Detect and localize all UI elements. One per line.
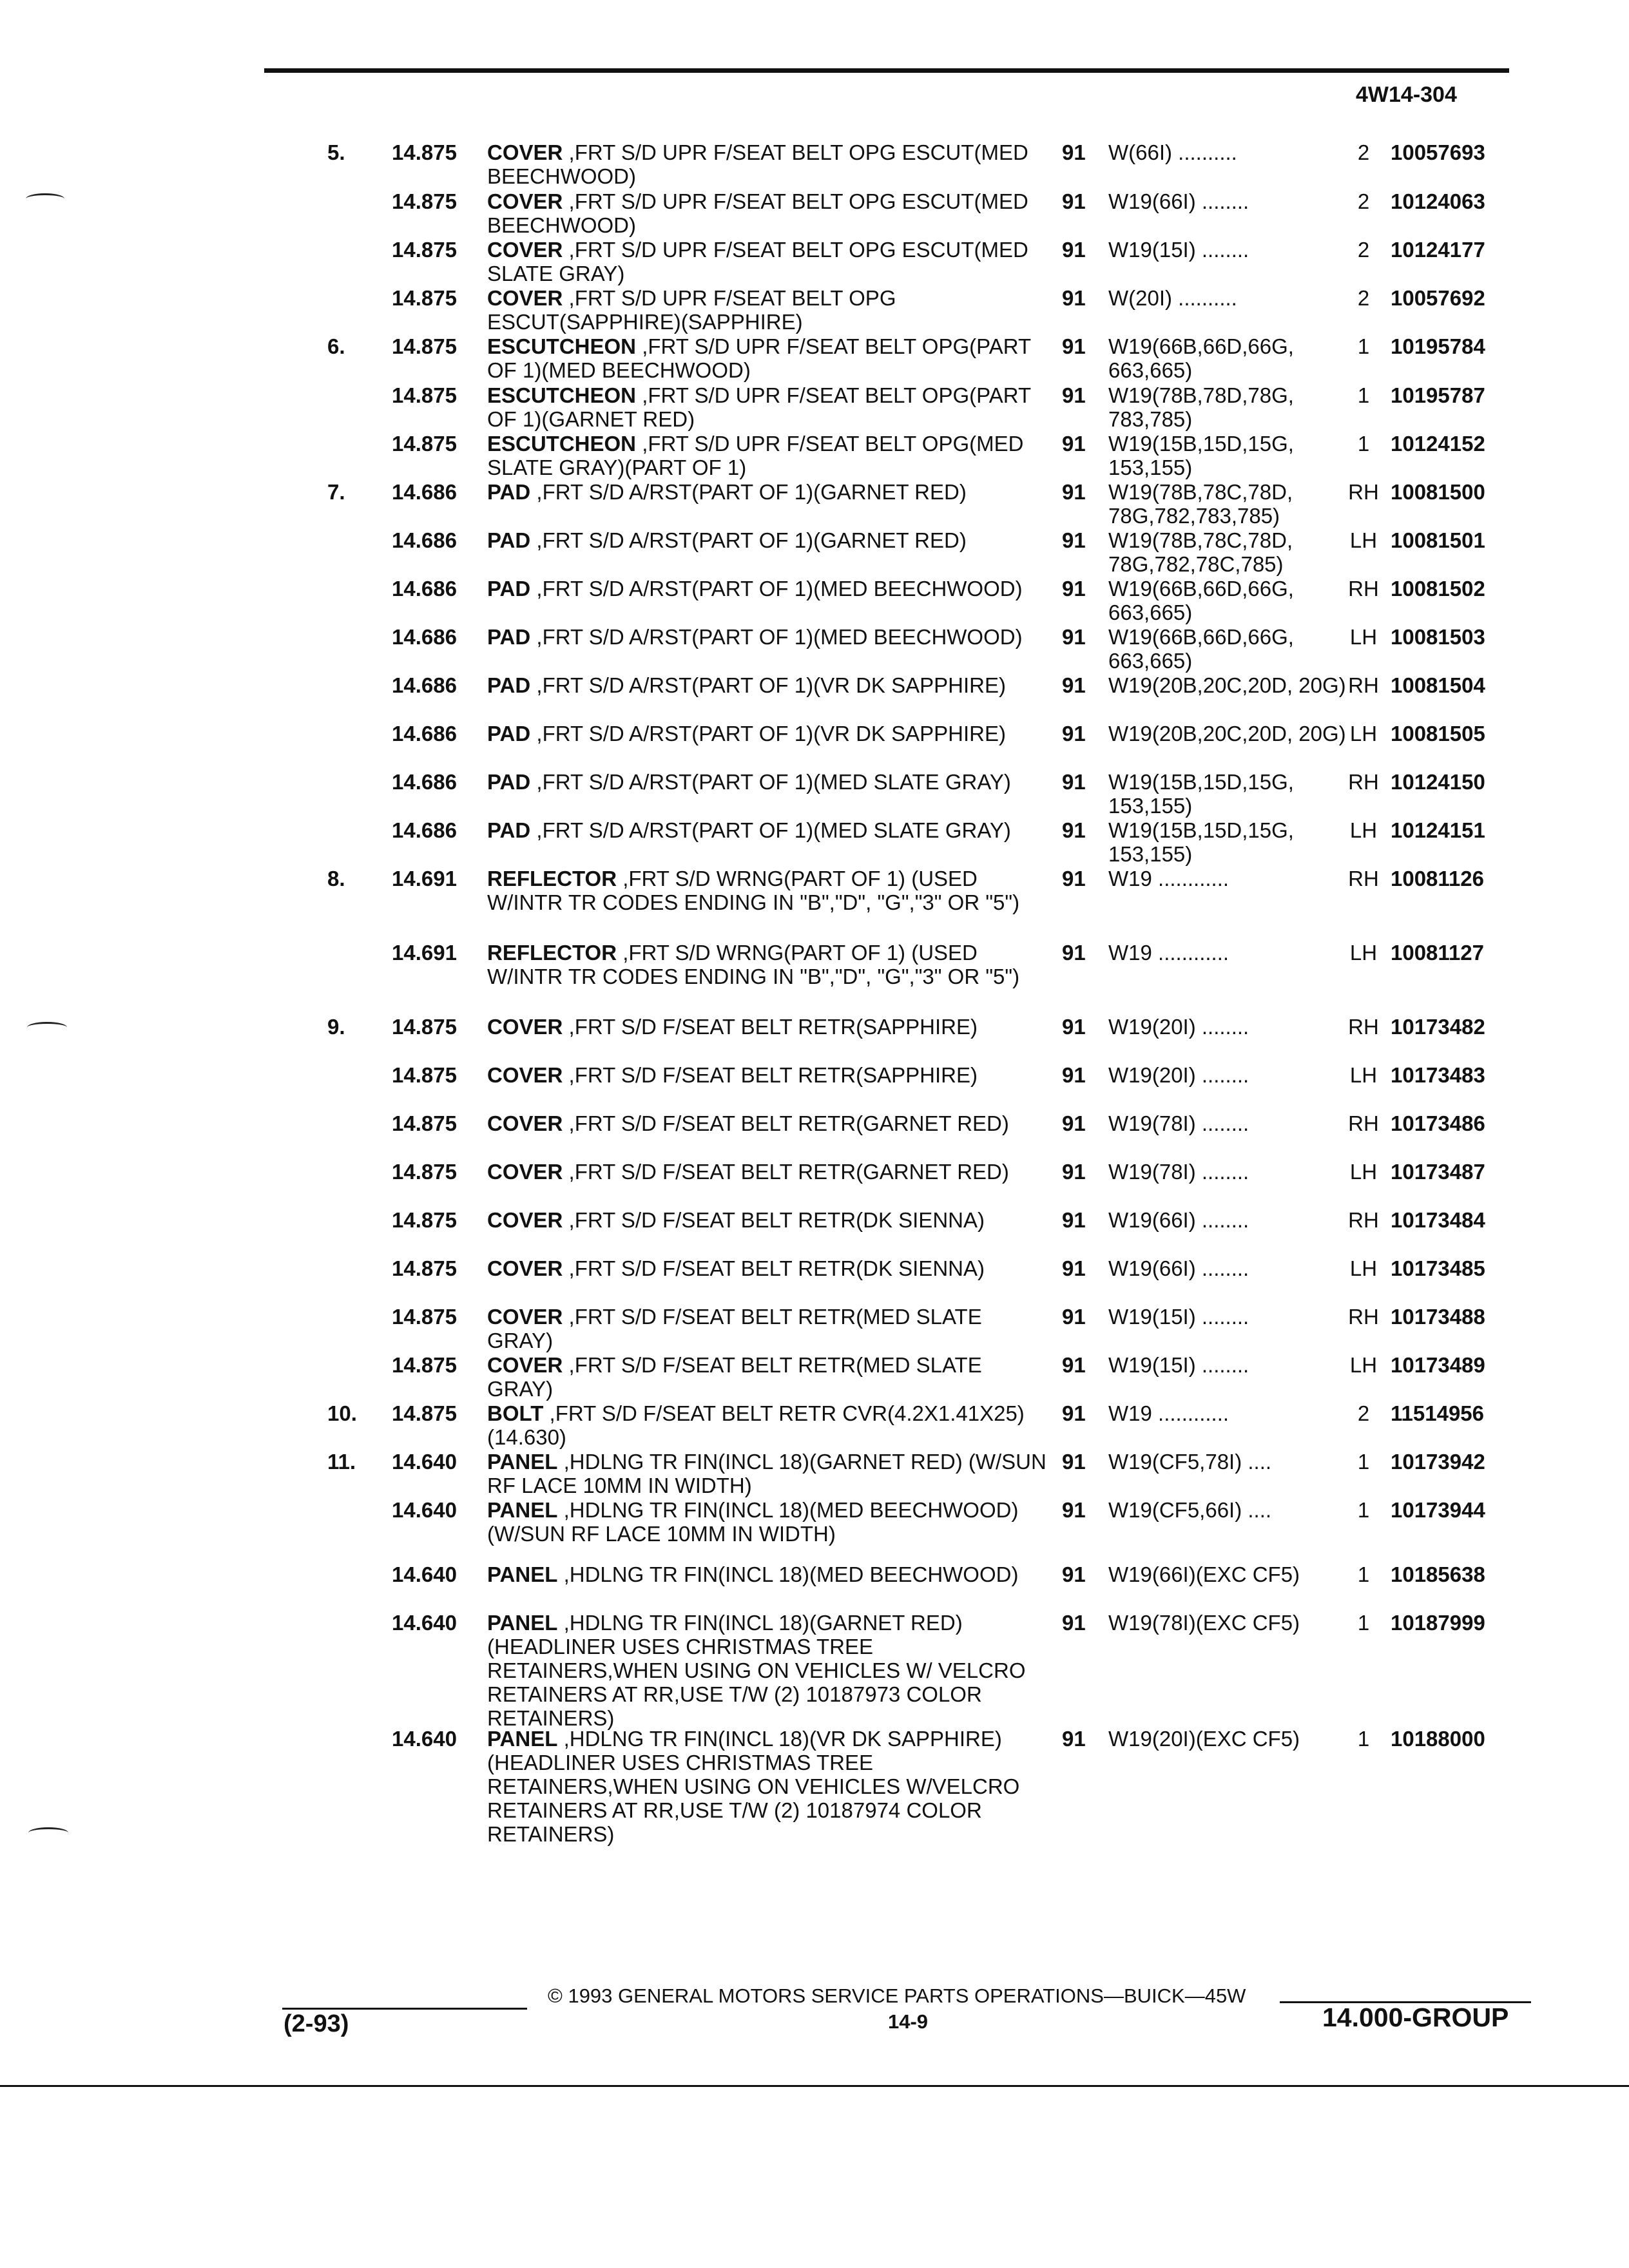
part-description <box>487 1208 1048 1232</box>
model-year: 91 <box>1062 770 1086 794</box>
quantity: 1 <box>1357 1611 1370 1635</box>
model-code: W19(78B,78C,78D, 78G,782,78C,785) <box>1108 528 1293 576</box>
part-number: 10188000 <box>1391 1727 1485 1751</box>
part-number: 10173489 <box>1391 1353 1485 1377</box>
part-number: 10173942 <box>1391 1450 1485 1474</box>
part-name: BOLT <box>487 1401 544 1425</box>
model-code: W19(66B,66D,66G, 663,665) <box>1108 577 1294 624</box>
bottom-rule <box>0 2085 1629 2087</box>
part-name: PANEL <box>487 1562 558 1586</box>
model-year: 91 <box>1062 432 1086 456</box>
quantity: RH <box>1348 770 1379 794</box>
part-number: 10173483 <box>1391 1063 1485 1087</box>
part-number: 10081501 <box>1391 528 1485 552</box>
model-year: 91 <box>1062 1208 1086 1232</box>
model-year: 91 <box>1062 867 1086 890</box>
footer-date: (2-93) <box>284 2010 349 2037</box>
item-number: 10. <box>327 1401 357 1425</box>
model-code: W19(78I) ........ <box>1108 1160 1249 1184</box>
group-number: 14.875 <box>392 1208 457 1232</box>
model-year: 91 <box>1062 1450 1086 1474</box>
part-name: COVER <box>487 1111 563 1135</box>
part-description <box>487 189 1048 237</box>
part-description <box>487 1063 1048 1087</box>
model-year: 91 <box>1062 1160 1086 1184</box>
part-detail: ,FRT S/D WRNG(PART OF 1) (USED W/INTR TR CODES ENDING IN "B","D", "G","3" OR "5") <box>487 941 1020 988</box>
group-number: 14.686 <box>392 625 457 649</box>
group-number: 14.640 <box>392 1611 457 1635</box>
part-description <box>487 528 1048 552</box>
part-name: ESCUTCHEON <box>487 334 637 358</box>
footer-group: 14.000-GROUP <box>1322 2003 1509 2032</box>
part-number: 10081503 <box>1391 625 1485 649</box>
quantity: 1 <box>1357 1450 1370 1474</box>
quantity: LH <box>1349 941 1378 965</box>
item-number: 11. <box>327 1450 356 1474</box>
part-description <box>487 1305 1048 1352</box>
part-description <box>487 1611 1048 1730</box>
item-number: 5. <box>327 140 345 164</box>
part-name: ESCUTCHEON <box>487 432 637 456</box>
part-description <box>487 334 1048 382</box>
model-year: 91 <box>1062 238 1086 262</box>
part-description <box>487 140 1048 188</box>
part-description <box>487 770 1048 794</box>
part-name: COVER <box>487 286 563 310</box>
model-year: 91 <box>1062 1401 1086 1425</box>
part-number: 10081126 <box>1391 867 1485 890</box>
model-code: W19(66B,66D,66G, 663,665) <box>1108 625 1294 673</box>
item-number: 7. <box>327 480 345 504</box>
part-description <box>487 286 1048 334</box>
model-year: 91 <box>1062 577 1086 601</box>
group-number: 14.640 <box>392 1562 457 1586</box>
model-year: 91 <box>1062 480 1086 504</box>
group-number: 14.691 <box>392 867 457 890</box>
part-number: 10187999 <box>1391 1611 1485 1635</box>
part-description <box>487 577 1048 601</box>
part-name: PAD <box>487 577 531 601</box>
part-detail: ,HDLNG TR FIN(INCL 18)(MED BEECHWOOD) <box>563 1562 1019 1586</box>
quantity: 2 <box>1357 140 1370 164</box>
model-year: 91 <box>1062 1562 1086 1586</box>
part-description <box>487 1450 1048 1497</box>
part-name: PANEL <box>487 1498 558 1522</box>
model-year: 91 <box>1062 1256 1086 1280</box>
part-number: 10173487 <box>1391 1160 1485 1184</box>
quantity: 1 <box>1357 383 1370 407</box>
part-name: PAD <box>487 722 531 745</box>
part-detail: ,FRT S/D UPR F/SEAT BELT OPG ESCUT(SAPPHIRE)(SAPPHIRE) <box>487 286 896 334</box>
part-description <box>487 673 1048 697</box>
part-number: 10173482 <box>1391 1015 1485 1039</box>
quantity: RH <box>1348 577 1379 601</box>
part-number: 10124063 <box>1391 189 1485 213</box>
part-detail: ,FRT S/D WRNG(PART OF 1) (USED W/INTR TR CODES ENDING IN "B","D", "G","3" OR "5") <box>487 867 1020 914</box>
quantity: 2 <box>1357 1401 1370 1425</box>
model-year: 91 <box>1062 673 1086 697</box>
group-number: 14.875 <box>392 1160 457 1184</box>
group-number: 14.640 <box>392 1450 457 1474</box>
item-number: 9. <box>327 1015 345 1039</box>
group-number: 14.875 <box>392 334 457 358</box>
model-year: 91 <box>1062 1015 1086 1039</box>
model-year: 91 <box>1062 1498 1086 1522</box>
quantity: RH <box>1348 480 1379 504</box>
model-year: 91 <box>1062 818 1086 842</box>
group-number: 14.686 <box>392 577 457 601</box>
part-detail: ,FRT S/D F/SEAT BELT RETR(MED SLATE GRAY) <box>487 1353 982 1401</box>
part-number: 10124177 <box>1391 238 1485 262</box>
model-code: W19(78B,78C,78D, 78G,782,783,785) <box>1108 480 1293 528</box>
part-number: 10173485 <box>1391 1256 1485 1280</box>
part-detail: ,FRT S/D UPR F/SEAT BELT OPG(PART OF 1)(MED BEECHWOOD) <box>487 334 1031 382</box>
quantity: LH <box>1349 1160 1378 1184</box>
quantity: 1 <box>1357 432 1370 456</box>
model-year: 91 <box>1062 383 1086 407</box>
quantity: RH <box>1348 1305 1379 1329</box>
model-code: W(66I) .......... <box>1108 140 1237 164</box>
quantity: LH <box>1349 1063 1378 1087</box>
group-number: 14.686 <box>392 528 457 552</box>
group-number: 14.875 <box>392 1015 457 1039</box>
part-name: COVER <box>487 1256 563 1280</box>
part-detail: ,FRT S/D F/SEAT BELT RETR(DK SIENNA) <box>568 1256 985 1280</box>
model-code: W19(66I) ........ <box>1108 1208 1249 1232</box>
group-number: 14.875 <box>392 140 457 164</box>
part-description <box>487 383 1048 431</box>
model-year: 91 <box>1062 189 1086 213</box>
group-number: 14.686 <box>392 722 457 745</box>
model-year: 91 <box>1062 1611 1086 1635</box>
part-detail: ,HDLNG TR FIN(INCL 18)(VR DK SAPPHIRE) (HEADLINER USES CHRISTMAS TREE RETAINERS,WHEN USING ON VEHICLES W/VELCRO RETAINERS AT RR,USE T/W (2) 10187974 COLOR RETAINERS) <box>487 1727 1020 1846</box>
group-number: 14.875 <box>392 1353 457 1377</box>
page-number: 14-9 <box>888 2010 929 2033</box>
group-number: 14.875 <box>392 1305 457 1329</box>
quantity: 1 <box>1357 1727 1370 1751</box>
group-number: 14.686 <box>392 673 457 697</box>
item-number: 8. <box>327 867 345 890</box>
part-description <box>487 238 1048 285</box>
model-code: W19(66I) ........ <box>1108 189 1249 213</box>
part-detail: ,FRT S/D F/SEAT BELT RETR CVR(4.2X1.41X25)(14.630) <box>487 1401 1025 1449</box>
quantity: LH <box>1349 1353 1378 1377</box>
part-number: 10057692 <box>1391 286 1485 310</box>
model-code: W19 ............ <box>1108 1401 1229 1425</box>
part-name: REFLECTOR <box>487 941 617 965</box>
model-code: W19(66B,66D,66G, 663,665) <box>1108 334 1294 382</box>
part-number: 10081500 <box>1391 480 1485 504</box>
part-detail: ,FRT S/D F/SEAT BELT RETR(GARNET RED) <box>568 1111 1009 1135</box>
group-number: 14.691 <box>392 941 457 965</box>
part-number: 10173944 <box>1391 1498 1485 1522</box>
part-detail: ,HDLNG TR FIN(INCL 18)(GARNET RED) (HEADLINER USES CHRISTMAS TREE RETAINERS,WHEN USING ON VEHICLES W/ VELCRO RETAINERS AT RR,USE T/W (2) 10187973 COLOR RETAINERS) <box>487 1611 1026 1730</box>
part-name: COVER <box>487 189 563 213</box>
quantity: LH <box>1349 722 1378 745</box>
model-code: W19(15I) ........ <box>1108 1353 1249 1377</box>
part-number: 10124152 <box>1391 432 1485 456</box>
quantity: 2 <box>1357 238 1370 262</box>
part-detail: ,FRT S/D UPR F/SEAT BELT OPG ESCUT(MED BEECHWOOD) <box>487 140 1028 188</box>
group-number: 14.875 <box>392 432 457 456</box>
part-name: PAD <box>487 480 531 504</box>
part-detail: ,FRT S/D F/SEAT BELT RETR(GARNET RED) <box>568 1160 1009 1184</box>
group-number: 14.686 <box>392 480 457 504</box>
quantity: LH <box>1349 1256 1378 1280</box>
model-code: W19(20I)(EXC CF5) <box>1108 1727 1300 1751</box>
quantity: RH <box>1348 673 1379 697</box>
model-code: W19(66I) ........ <box>1108 1256 1249 1280</box>
group-number: 14.875 <box>392 1401 457 1425</box>
model-year: 91 <box>1062 1063 1086 1087</box>
model-year: 91 <box>1062 1305 1086 1329</box>
model-year: 91 <box>1062 334 1086 358</box>
part-detail: ,FRT S/D UPR F/SEAT BELT OPG(MED SLATE GRAY)(PART OF 1) <box>487 432 1024 479</box>
part-detail: ,FRT S/D A/RST(PART OF 1)(MED SLATE GRAY) <box>536 818 1011 842</box>
part-name: PANEL <box>487 1450 558 1474</box>
quantity: RH <box>1348 867 1379 890</box>
part-description <box>487 1160 1048 1184</box>
model-code: W19(20I) ........ <box>1108 1063 1249 1087</box>
part-detail: ,FRT S/D A/RST(PART OF 1)(GARNET RED) <box>536 528 967 552</box>
model-code: W19(78I)(EXC CF5) <box>1108 1611 1300 1635</box>
part-name: COVER <box>487 1208 563 1232</box>
footer-rule <box>282 2008 527 2010</box>
part-name: PAD <box>487 625 531 649</box>
model-code: W19(66I)(EXC CF5) <box>1108 1562 1300 1586</box>
part-detail: ,FRT S/D A/RST(PART OF 1)(MED SLATE GRAY) <box>536 770 1011 794</box>
model-year: 91 <box>1062 1111 1086 1135</box>
part-name: COVER <box>487 238 563 262</box>
part-number: 10185638 <box>1391 1562 1485 1586</box>
part-number: 10173488 <box>1391 1305 1485 1329</box>
part-detail: ,FRT S/D F/SEAT BELT RETR(MED SLATE GRAY) <box>487 1305 982 1352</box>
part-description <box>487 1727 1048 1846</box>
part-number: 10081504 <box>1391 673 1485 697</box>
quantity: 2 <box>1357 189 1370 213</box>
part-description <box>487 625 1048 649</box>
quantity: LH <box>1349 818 1378 842</box>
model-code: W19 ............ <box>1108 941 1229 965</box>
part-number: 10124150 <box>1391 770 1485 794</box>
part-name: PAD <box>487 818 531 842</box>
item-number: 6. <box>327 334 345 358</box>
model-code: W19(78I) ........ <box>1108 1111 1249 1135</box>
model-year: 91 <box>1062 1727 1086 1751</box>
part-description <box>487 867 1048 914</box>
quantity: 1 <box>1357 334 1370 358</box>
part-detail: ,FRT S/D F/SEAT BELT RETR(DK SIENNA) <box>568 1208 985 1232</box>
part-number: 10081505 <box>1391 722 1485 745</box>
part-description <box>487 722 1048 745</box>
part-name: COVER <box>487 1353 563 1377</box>
model-year: 91 <box>1062 941 1086 965</box>
part-description <box>487 1562 1048 1586</box>
part-name: PAD <box>487 770 531 794</box>
model-code: W19 ............ <box>1108 867 1229 890</box>
model-code: W19(CF5,66I) .... <box>1108 1498 1272 1522</box>
quantity: LH <box>1349 625 1378 649</box>
part-number: 10057693 <box>1391 140 1485 164</box>
part-detail: ,FRT S/D F/SEAT BELT RETR(SAPPHIRE) <box>568 1063 978 1087</box>
part-name: COVER <box>487 1015 563 1039</box>
page-reference: 4W14-304 <box>1356 82 1457 107</box>
group-number: 14.875 <box>392 238 457 262</box>
part-name: ESCUTCHEON <box>487 383 637 407</box>
group-number: 14.875 <box>392 1063 457 1087</box>
model-code: W19(20I) ........ <box>1108 1015 1249 1039</box>
part-detail: ,FRT S/D UPR F/SEAT BELT OPG ESCUT(MED SLATE GRAY) <box>487 238 1028 285</box>
part-description <box>487 1015 1048 1039</box>
model-year: 91 <box>1062 286 1086 310</box>
part-description <box>487 480 1048 504</box>
quantity: RH <box>1348 1015 1379 1039</box>
quantity: LH <box>1349 528 1378 552</box>
group-number: 14.875 <box>392 286 457 310</box>
group-number: 14.686 <box>392 818 457 842</box>
part-description <box>487 1498 1048 1546</box>
part-description <box>487 1401 1048 1449</box>
model-code: W(20I) .......... <box>1108 286 1237 310</box>
quantity: 1 <box>1357 1562 1370 1586</box>
part-description <box>487 941 1048 988</box>
part-detail: ,FRT S/D A/RST(PART OF 1)(VR DK SAPPHIRE) <box>536 673 1006 697</box>
part-detail: ,FRT S/D A/RST(PART OF 1)(VR DK SAPPHIRE) <box>536 722 1006 745</box>
model-year: 91 <box>1062 528 1086 552</box>
part-detail: ,HDLNG TR FIN(INCL 18)(GARNET RED) (W/SUN RF LACE 10MM IN WIDTH) <box>487 1450 1046 1497</box>
part-number: 10173484 <box>1391 1208 1485 1232</box>
model-year: 91 <box>1062 722 1086 745</box>
model-code: W19(15B,15D,15G, 153,155) <box>1108 432 1294 479</box>
part-name: COVER <box>487 1305 563 1329</box>
model-year: 91 <box>1062 140 1086 164</box>
part-description <box>487 818 1048 842</box>
group-number: 14.640 <box>392 1498 457 1522</box>
quantity: RH <box>1348 1111 1379 1135</box>
model-code: W19(78B,78D,78G, 783,785) <box>1108 383 1294 431</box>
part-name: COVER <box>487 1063 563 1087</box>
part-detail: ,FRT S/D A/RST(PART OF 1)(MED BEECHWOOD) <box>536 625 1023 649</box>
part-detail: ,FRT S/D A/RST(PART OF 1)(GARNET RED) <box>536 480 967 504</box>
part-detail: ,FRT S/D UPR F/SEAT BELT OPG ESCUT(MED BEECHWOOD) <box>487 189 1028 237</box>
part-detail: ,FRT S/D A/RST(PART OF 1)(MED BEECHWOOD) <box>536 577 1023 601</box>
part-description <box>487 1353 1048 1401</box>
part-name: PAD <box>487 528 531 552</box>
part-number: 11514956 <box>1391 1401 1485 1425</box>
quantity: RH <box>1348 1208 1379 1232</box>
model-code: W19(20B,20C,20D, 20G) <box>1108 722 1346 745</box>
quantity: 2 <box>1357 286 1370 310</box>
part-name: COVER <box>487 140 563 164</box>
group-number: 14.875 <box>392 1111 457 1135</box>
model-code: W19(15B,15D,15G, 153,155) <box>1108 770 1294 818</box>
part-name: COVER <box>487 1160 563 1184</box>
group-number: 14.640 <box>392 1727 457 1751</box>
model-code: W19(15I) ........ <box>1108 1305 1249 1329</box>
group-number: 14.875 <box>392 1256 457 1280</box>
part-number: 10124151 <box>1391 818 1485 842</box>
part-description <box>487 432 1048 479</box>
model-code: W19(15B,15D,15G, 153,155) <box>1108 818 1294 866</box>
part-number: 10195784 <box>1391 334 1485 358</box>
model-year: 91 <box>1062 625 1086 649</box>
part-number: 10195787 <box>1391 383 1485 407</box>
group-number: 14.686 <box>392 770 457 794</box>
part-number: 10081502 <box>1391 577 1485 601</box>
part-name: PANEL <box>487 1611 558 1635</box>
part-name: REFLECTOR <box>487 867 617 890</box>
group-number: 14.875 <box>392 189 457 213</box>
part-detail: ,FRT S/D UPR F/SEAT BELT OPG(PART OF 1)(GARNET RED) <box>487 383 1031 431</box>
part-detail: ,HDLNG TR FIN(INCL 18)(MED BEECHWOOD) (W/SUN RF LACE 10MM IN WIDTH) <box>487 1498 1019 1546</box>
part-name: PAD <box>487 673 531 697</box>
quantity: 1 <box>1357 1498 1370 1522</box>
model-year: 91 <box>1062 1353 1086 1377</box>
footer-copyright: © 1993 GENERAL MOTORS SERVICE PARTS OPERATIONS—BUICK—45W <box>548 1984 1246 2007</box>
part-name: PANEL <box>487 1727 558 1751</box>
part-number: 10173486 <box>1391 1111 1485 1135</box>
group-number: 14.875 <box>392 383 457 407</box>
part-description <box>487 1111 1048 1135</box>
model-code: W19(20B,20C,20D, 20G) <box>1108 673 1346 697</box>
model-code: W19(15I) ........ <box>1108 238 1249 262</box>
part-number: 10081127 <box>1391 941 1485 965</box>
part-detail: ,FRT S/D F/SEAT BELT RETR(SAPPHIRE) <box>568 1015 978 1039</box>
model-code: W19(CF5,78I) .... <box>1108 1450 1272 1474</box>
part-description <box>487 1256 1048 1280</box>
